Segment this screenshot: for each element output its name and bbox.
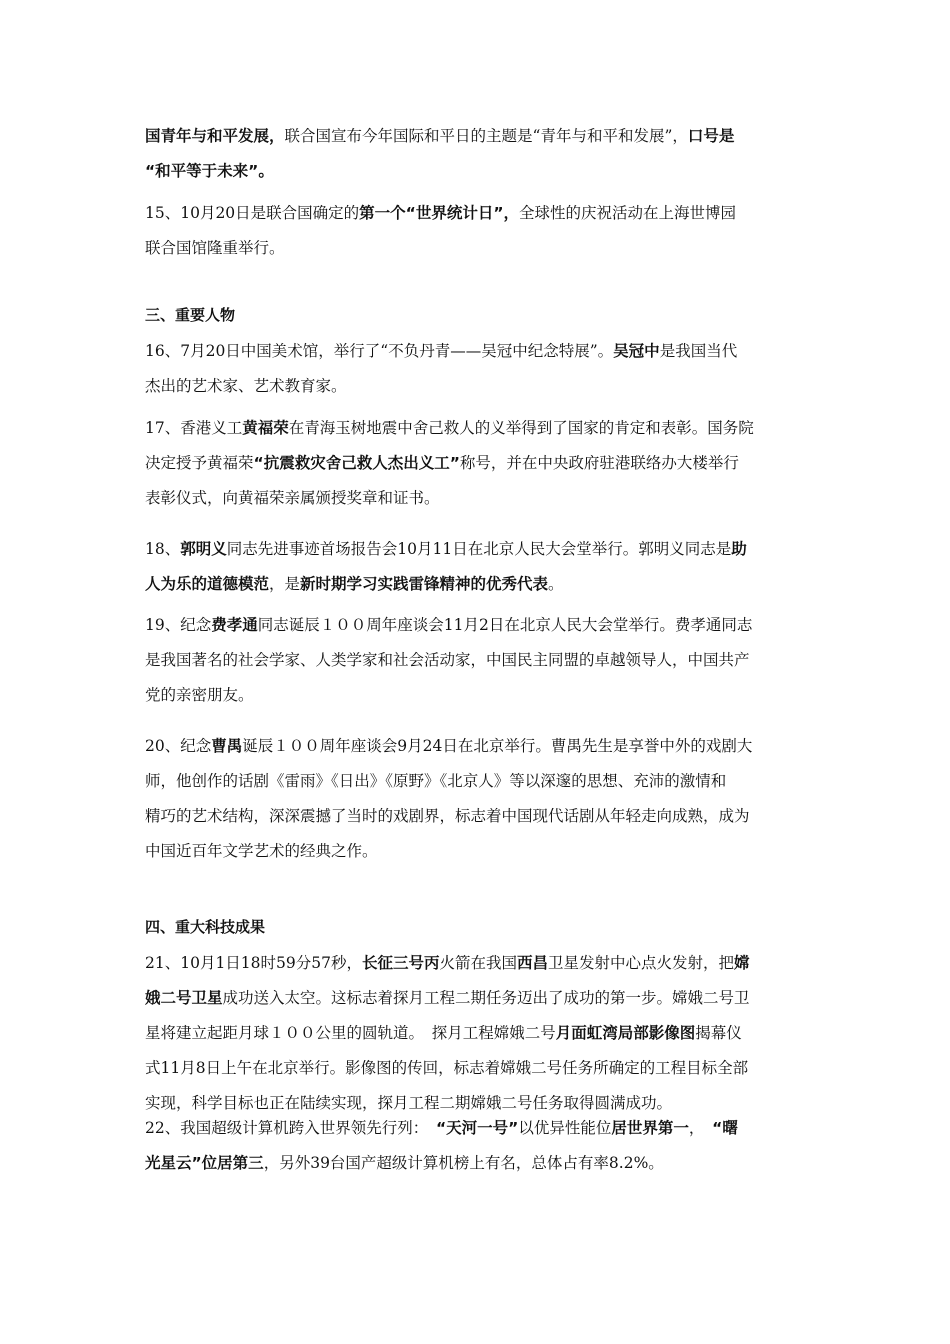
text-line [145, 154, 810, 189]
text-run: 党的亲密朋友。 [145, 686, 254, 704]
paragraph-21 [145, 946, 810, 1121]
section-heading-important-people: 三、重要人物 [145, 306, 236, 324]
text-run: 火箭在我国 [439, 954, 518, 972]
text-run: 卫星发射中心点火发射，把 [548, 954, 735, 972]
paragraph-15 [145, 196, 810, 266]
bold-text-run: 光星云”位居第三 [145, 1154, 264, 1172]
text-run: 揭幕仪 [695, 1024, 742, 1042]
text-run: 同志先进事迹首场报告会10月11日在北京人民大会堂举行。郭明义同志是 [226, 540, 732, 558]
text-run: 实现，科学目标也正在陆续实现，探月工程二期嫦娥二号任务取得圆满成功。 [145, 1094, 673, 1112]
bold-text-run: 曹禺 [211, 737, 243, 755]
bold-text-run: 助 [731, 540, 747, 558]
text-run: 式11月8日上午在北京举行。影像图的传回，标志着嫦娥二号任务所确定的工程目标全部 [145, 1059, 749, 1077]
text-run: 以优异性能位 [518, 1119, 612, 1137]
text-run: 同志诞辰１００周年座谈会11月2日在北京人民大会堂举行。费孝通同志 [257, 616, 753, 634]
text-run: 20、纪念 [145, 737, 212, 755]
bold-text-run: “曙 [712, 1119, 738, 1137]
bold-text-run: 郭明义 [180, 540, 227, 558]
text-run: 17、香港义工 [145, 419, 243, 437]
text-run: 19、纪念 [145, 616, 212, 634]
section-heading-tech-achievements: 四、重大科技成果 [145, 918, 266, 936]
text-line [145, 799, 810, 834]
text-line [145, 608, 810, 643]
bold-text-run: 嫦 [734, 954, 750, 972]
text-run: 18、 [145, 540, 181, 558]
text-line [145, 231, 810, 266]
paragraph-22 [145, 1111, 810, 1181]
text-line [145, 446, 810, 481]
bold-text-run: 费孝通 [211, 616, 258, 634]
paragraph-14-continued [145, 119, 810, 189]
text-line [145, 411, 810, 446]
text-run: 。 [548, 575, 564, 593]
text-line [145, 1016, 810, 1051]
text-line [145, 567, 810, 602]
bold-text-run: 居世界第一 [611, 1119, 689, 1137]
bold-text-run: 吴冠中 [613, 342, 660, 360]
text-line [145, 532, 810, 567]
text-run: 15、10月20日是联合国确定的 [145, 204, 360, 222]
bold-text-run: 人为乐的道德模范 [145, 575, 270, 593]
text-run: ， [688, 1119, 713, 1137]
bold-text-run: “抗震救灾舍己救人杰出义工” [253, 454, 460, 472]
text-run: 师，他创作的话剧《雷雨》《日出》《原野》《北京人》等以深邃的思想、充沛的激情和 [145, 772, 727, 790]
bold-text-run: “和平等于未来”。 [145, 162, 274, 180]
text-run: ，是 [269, 575, 301, 593]
bold-text-run: “天河一号” [435, 1119, 519, 1137]
text-line [145, 369, 810, 404]
text-line [145, 1111, 810, 1146]
text-run: 联合国宣布今年国际和平日的主题是“青年与和平和发展”， [284, 127, 688, 145]
text-line [145, 981, 810, 1016]
bold-text-run: 口号是 [687, 127, 735, 145]
text-line [145, 678, 810, 713]
text-run: ，另外39台国产超级计算机榜上有名，总体占有率8.2%。 [263, 1154, 664, 1172]
bold-text-run: 第一个“世界统计日”， [359, 204, 520, 222]
bold-text-run: 西昌 [517, 954, 549, 972]
text-run: 精巧的艺术结构，深深震撼了当时的戏剧界，标志着中国现代话剧从年轻走向成熟，成为 [145, 807, 750, 825]
text-run: 是我国当代 [659, 342, 738, 360]
text-line [145, 1146, 810, 1181]
bold-text-run: 国青年与和平发展， [145, 127, 285, 145]
text-line [145, 946, 810, 981]
paragraph-16 [145, 334, 810, 404]
bold-text-run: 月面虹湾局部影像图 [555, 1024, 696, 1042]
text-run: 联合国馆隆重举行。 [145, 239, 285, 257]
bold-text-run: 黄福荣 [242, 419, 289, 437]
text-run: 诞辰１００周年座谈会9月24日在北京举行。曹禺先生是享誉中外的戏剧大 [242, 737, 753, 755]
text-run: 成功送入太空。这标志着探月工程二期任务迈出了成功的第一步。嫦娥二号卫 [222, 989, 750, 1007]
text-run: 决定授予黄福荣 [145, 454, 254, 472]
text-line [145, 196, 810, 231]
text-run: 称号，并在中央政府驻港联络办大楼举行 [459, 454, 739, 472]
text-run: 21、10月1日18时59分57秒， [145, 954, 362, 972]
text-run: 是我国著名的社会学家、人类学家和社会活动家，中国民主同盟的卓越领导人，中国共产 [145, 651, 750, 669]
text-run: 星将建立起距月球１００公里的圆轨道。 探月工程嫦娥二号 [145, 1024, 556, 1042]
paragraph-20 [145, 729, 810, 869]
text-run: 中国近百年文学艺术的经典之作。 [145, 842, 378, 860]
bold-text-run: 新时期学习实践雷锋精神的优秀代表 [300, 575, 549, 593]
text-line [145, 729, 810, 764]
text-run: 杰出的艺术家、艺术教育家。 [145, 377, 347, 395]
text-run: 全球性的庆祝活动在上海世博园 [519, 204, 737, 222]
text-line [145, 481, 810, 516]
text-run: 22、我国超级计算机跨入世界领先行列： [145, 1119, 436, 1137]
text-line [145, 643, 810, 678]
text-line [145, 834, 810, 869]
paragraph-19 [145, 608, 810, 713]
text-line [145, 1051, 810, 1086]
text-run: 表彰仪式，向黄福荣亲属颁授奖章和证书。 [145, 489, 440, 507]
text-line [145, 334, 810, 369]
text-run: 16、7月20日中国美术馆，举行了“不负丹青——吴冠中纪念特展”。 [145, 342, 614, 360]
paragraph-18 [145, 532, 810, 602]
text-line [145, 119, 810, 154]
bold-text-run: 娥二号卫星 [145, 989, 223, 1007]
text-run: 在青海玉树地震中舍己救人的义举得到了国家的肯定和表彰。国务院 [288, 419, 754, 437]
paragraph-17 [145, 411, 810, 516]
bold-text-run: 长征三号丙 [361, 954, 440, 972]
text-line [145, 764, 810, 799]
